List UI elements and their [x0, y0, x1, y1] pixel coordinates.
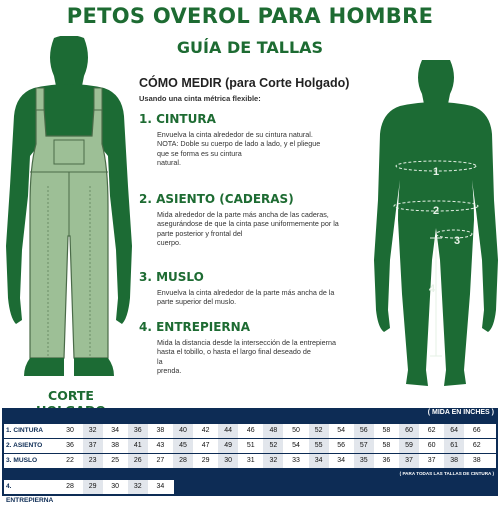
- table-cell: 31: [246, 457, 255, 464]
- text-line: natural.: [157, 157, 181, 167]
- text-line: Mida la distancia desde la intersección de la entrepierna: [157, 338, 336, 347]
- table-row-waist: [4, 424, 496, 438]
- table-cell: 22: [66, 457, 74, 464]
- row-label: 3. MUSLO: [6, 457, 38, 464]
- body-measure-figure: [374, 60, 498, 390]
- table-cell: 36: [382, 457, 391, 464]
- text-line: prenda.: [157, 365, 182, 375]
- table-cell: 52: [309, 424, 329, 438]
- table-cell: 54: [292, 442, 300, 449]
- text-line: que se forma es su cintura: [157, 148, 242, 158]
- table-cell: 30: [66, 427, 74, 434]
- table-cell: 34: [337, 457, 346, 464]
- table-cell: 28: [66, 483, 74, 490]
- table-cell: 40: [173, 424, 193, 438]
- row-label: 2. ASIENTO: [6, 442, 43, 449]
- text-line: parte superior del muslo.: [157, 297, 237, 307]
- table-cell: 27: [156, 457, 165, 464]
- marker-4: 4: [429, 283, 436, 295]
- table-cell: 36: [128, 424, 148, 438]
- table-cell: 56: [354, 424, 374, 438]
- how-to-heading: CÓMO MEDIR (para Corte Holgado): [139, 76, 350, 90]
- table-cell: 25: [111, 457, 120, 464]
- text-line: asegurándose de que la cinta pase uniformemente por la: [157, 219, 339, 229]
- table-cell: 28: [173, 454, 193, 468]
- table-cell: 46: [246, 427, 255, 434]
- table-cell: 37: [427, 457, 436, 464]
- table-cell: 56: [337, 442, 346, 449]
- table-cell: 32: [83, 424, 103, 438]
- section-text-inseam: [157, 338, 372, 375]
- table-cell: 37: [83, 439, 103, 453]
- text-line: parte posterior y frontal del: [157, 228, 243, 238]
- section-text-seat: [157, 210, 372, 247]
- text-line: Envuelva la cinta alrededor de la parte más ancha de la: [157, 288, 335, 297]
- table-cell: 38: [472, 457, 481, 464]
- table-cell: 54: [337, 427, 346, 434]
- marker-1: 1: [433, 166, 440, 178]
- table-cell: 61: [444, 439, 464, 453]
- text-line: Envuelva la cinta alrededor de su cintura natural.: [157, 130, 313, 139]
- table-cell: 62: [472, 442, 481, 449]
- table-cell: 66: [472, 427, 481, 434]
- section-text-thigh: [157, 288, 372, 307]
- table-cell: 37: [399, 454, 419, 468]
- section-title-thigh: 3. MUSLO: [139, 270, 204, 284]
- table-cell: 55: [309, 439, 329, 453]
- text-line: Mida alrededor de la parte más ancha de las caderas,: [157, 210, 329, 219]
- marker-3: 3: [454, 235, 461, 247]
- table-cell: 33: [292, 457, 300, 464]
- table-cell: 44: [218, 424, 238, 438]
- table-cell: 34: [111, 427, 120, 434]
- table-cell: 41: [128, 439, 148, 453]
- section-title-inseam: 4. ENTREPIERNA: [139, 320, 250, 334]
- text-line: NOTA: Doble su cuerpo de lado a lado, y el pliegue: [157, 139, 321, 149]
- table-cell: 58: [382, 442, 391, 449]
- table-cell: 45: [173, 439, 193, 453]
- table-cell: 26: [128, 454, 148, 468]
- table-cell: 50: [292, 427, 300, 434]
- page-title: PETOS OVEROL PARA HOMBRE: [66, 4, 434, 28]
- table-cell: 32: [128, 480, 148, 494]
- how-to-intro: Usando una cinta métrica flexible:: [139, 94, 261, 103]
- table-cell: 47: [201, 442, 210, 449]
- table-row-seat: [4, 439, 496, 453]
- table-cell: 35: [354, 454, 374, 468]
- table-cell: 32: [263, 454, 283, 468]
- table-cell: 57: [354, 439, 374, 453]
- overall-caption: CORTE: [48, 388, 94, 403]
- table-cell: 52: [263, 439, 283, 453]
- table-cell: 62: [427, 427, 436, 434]
- table-cell: 60: [427, 442, 436, 449]
- table-cell: 38: [156, 427, 165, 434]
- table-cell: 49: [218, 439, 238, 453]
- text-line: cuerpo.: [157, 237, 181, 247]
- size-table: [2, 408, 498, 504]
- table-cell: 38: [444, 454, 464, 468]
- row-label: 1. CINTURA: [6, 427, 43, 434]
- unit-note: ( MIDA EN INCHES ): [427, 409, 494, 416]
- table-cell: 34: [156, 483, 165, 490]
- table-cell: 30: [218, 454, 238, 468]
- text-line: la: [157, 356, 163, 366]
- table-cell: 64: [444, 424, 464, 438]
- table-cell: 34: [309, 454, 329, 468]
- table-cell: 29: [83, 480, 103, 494]
- table-cell: 58: [382, 427, 391, 434]
- table-cell: 29: [201, 457, 210, 464]
- table-cell: 59: [399, 439, 419, 453]
- table-cell: 38: [111, 442, 120, 449]
- marker-2: 2: [433, 205, 440, 217]
- table-cell: 43: [156, 442, 165, 449]
- inseam-note: ( PARA TODAS LAS TALLAS DE CINTURA ): [399, 471, 494, 476]
- section-title-seat: 2. ASIENTO (CADERAS): [139, 192, 294, 206]
- page-subtitle: GUÍA DE TALLAS: [176, 38, 324, 57]
- table-cell: 30: [111, 483, 120, 490]
- table-cell: 60: [399, 424, 419, 438]
- table-cell: 36: [66, 442, 74, 449]
- table-cell: 51: [246, 442, 255, 449]
- text-line: hasta el tobillo, o hasta el largo final deseado de: [157, 347, 311, 357]
- section-text-waist: [157, 130, 372, 167]
- table-cell: 23: [83, 454, 103, 468]
- overall-figure: [4, 36, 134, 388]
- table-row-thigh: [4, 454, 496, 468]
- table-cell: 42: [201, 427, 210, 434]
- section-title-waist: 1. CINTURA: [139, 112, 216, 126]
- row-label: 4. ENTREPIERNA: [6, 483, 54, 504]
- table-cell: 48: [263, 424, 283, 438]
- table-row-inseam: [4, 480, 174, 504]
